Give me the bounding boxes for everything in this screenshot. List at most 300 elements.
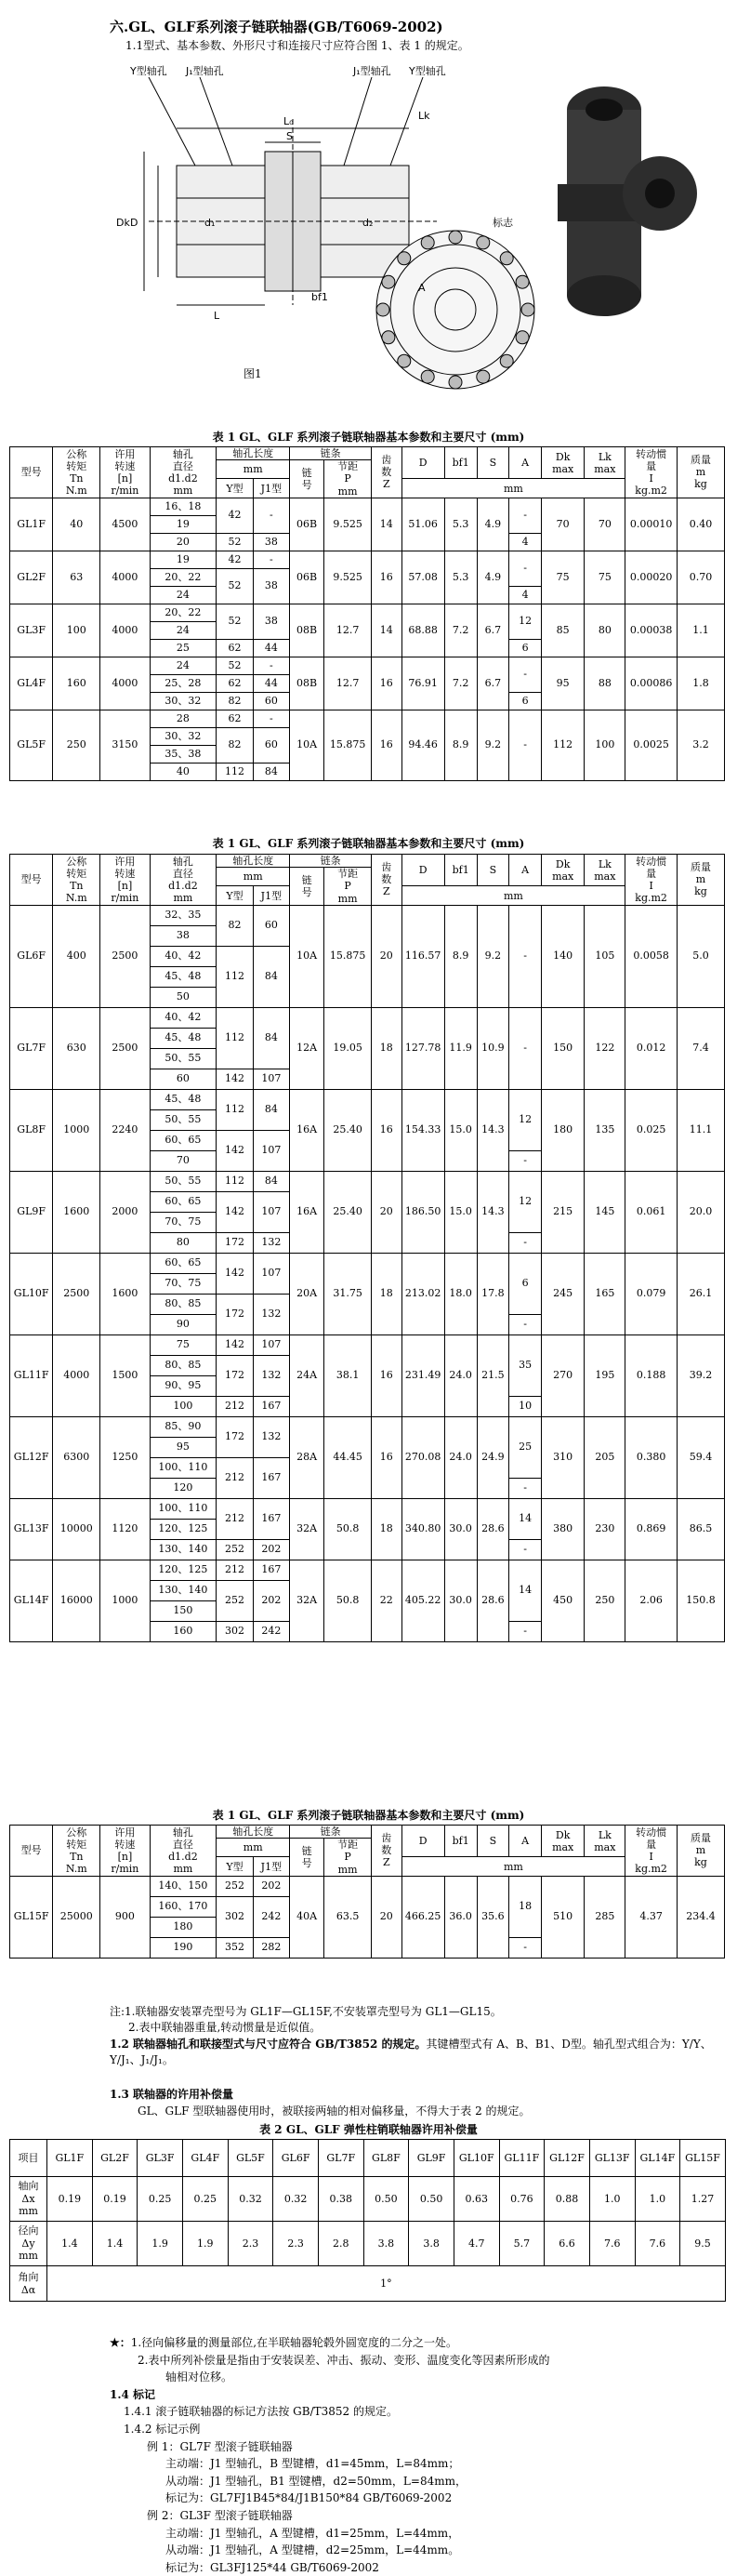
cell-speed: 4000: [100, 551, 150, 604]
cell-D: 213.02: [401, 1253, 444, 1334]
cell-A: -: [509, 710, 542, 780]
chain-roller: [449, 376, 462, 389]
cell-Dk: 112: [542, 710, 585, 780]
th-Dk: Dk max: [542, 1826, 585, 1857]
cell-model: GL7F: [10, 1007, 53, 1089]
th-Dk: Dk max: [542, 855, 585, 886]
th-bf1: bf1: [444, 1826, 477, 1857]
cell-bore: 60、65: [150, 1253, 217, 1273]
cell-j1-length: 132: [253, 1232, 289, 1253]
cell-j1-length: 132: [253, 1294, 289, 1334]
cell-y-length: 142: [217, 1253, 253, 1294]
chain-roller: [398, 252, 411, 265]
cell-bore: 60、65: [150, 1191, 217, 1212]
cell-bore: 130、140: [150, 1580, 217, 1600]
cell-bore: 50: [150, 987, 217, 1007]
th-chain: 链条: [290, 855, 372, 868]
cell-y-length: 172: [217, 1232, 253, 1253]
th-model: 型号: [10, 447, 53, 498]
table2-caption: 表 2 GL、GLF 弹性柱销联轴器许用补偿量: [259, 2123, 478, 2136]
table-row: [10, 604, 725, 621]
cell-y-length: 142: [217, 1130, 253, 1171]
cell-y-length: 142: [217, 1334, 253, 1355]
example-1-b: 从动端：J1 型轴孔，B1 型键槽，d2=50mm，L=84mm，: [165, 2474, 467, 2488]
cell-inertia: 0.079: [625, 1253, 678, 1334]
t2-value: 5.7: [499, 2222, 545, 2266]
cell-y-length: 52: [217, 568, 253, 604]
cell-y-length: 112: [217, 1089, 253, 1130]
cell-model: GL5F: [10, 710, 53, 780]
note-2: 2.表中联轴器重量,转动惯量是近似值。: [128, 2021, 322, 2035]
th-pitch: 节距 P mm: [324, 868, 372, 906]
th-S: S: [477, 1826, 509, 1857]
t2-row-label: 径向 Δy mm: [10, 2222, 47, 2266]
cell-A: 10: [509, 1396, 542, 1416]
t2-value: 7.6: [589, 2222, 635, 2266]
cell-Dk: 70: [542, 498, 585, 551]
label-j1-shaft-1: J₁型轴孔: [186, 65, 224, 77]
label-S: S: [286, 130, 293, 142]
cell-bf1: 5.3: [444, 498, 477, 551]
cell-bore: 30、32: [150, 727, 217, 745]
section-1-4-1: 1.4.1 滚子链联轴器的标记方法按 GB/T3852 的规定。: [124, 2405, 398, 2419]
label-Lk: Lk: [418, 110, 430, 122]
t2-value: 2.3: [273, 2222, 319, 2266]
t2-value: 9.5: [680, 2222, 726, 2266]
cell-teeth: 16: [372, 551, 401, 604]
t2-head: 项目: [10, 2140, 47, 2177]
th-torque: 公称 转矩 Tn N.m: [53, 1826, 100, 1877]
table-row: [10, 2266, 726, 2302]
th-speed: 许用 转速 [n] r/min: [100, 1826, 150, 1877]
cell-y-length: 42: [217, 551, 253, 568]
example-1-c: 标记为：GL7FJ1B45*84/J1B150*84 GB/T6069-2002: [165, 2491, 453, 2505]
cell-speed: 1000: [100, 1560, 150, 1641]
cell-A: -: [509, 498, 542, 533]
cell-j1-length: 107: [253, 1191, 289, 1232]
cell-bore: 19: [150, 515, 217, 533]
cell-j1-length: 60: [253, 905, 289, 946]
cell-teeth: 16: [372, 1089, 401, 1171]
cell-j1-length: 60: [253, 727, 289, 763]
label-D: D: [130, 217, 138, 229]
t2-value: 2.8: [318, 2222, 363, 2266]
cell-torque: 1600: [53, 1171, 100, 1253]
cell-model: GL10F: [10, 1253, 53, 1334]
cell-S: 9.2: [477, 905, 509, 1007]
th-teeth: 齿 数 Z: [372, 855, 401, 906]
cell-bore: 160: [150, 1621, 217, 1641]
cell-A: 12: [509, 1089, 542, 1150]
cell-inertia: 0.188: [625, 1334, 678, 1416]
cell-j1-length: 38: [253, 533, 289, 551]
chain-roller: [421, 370, 434, 383]
cell-D: 231.49: [401, 1334, 444, 1416]
cell-j1-length: -: [253, 551, 289, 568]
cell-y-length: 302: [217, 1621, 253, 1641]
cell-mass: 1.8: [677, 657, 724, 710]
cell-pitch: 50.8: [324, 1560, 372, 1641]
cell-speed: 1120: [100, 1498, 150, 1560]
cell-A: -: [509, 1150, 542, 1171]
th-y: Y型: [217, 1857, 253, 1876]
cell-teeth: 16: [372, 657, 401, 710]
cell-A: -: [509, 1621, 542, 1641]
cell-y-length: 62: [217, 639, 253, 657]
cell-bore: 24: [150, 586, 217, 604]
cell-j1-length: 202: [253, 1580, 289, 1621]
label-d1: d₁: [204, 217, 216, 229]
cell-chain: 32A: [290, 1560, 324, 1641]
table-row: [10, 1171, 725, 1191]
t2-model: GL15F: [680, 2140, 726, 2177]
table-row: [10, 1089, 725, 1109]
cell-speed: 4000: [100, 657, 150, 710]
th-chain-no: 链 号: [290, 460, 324, 498]
cell-chain: 28A: [290, 1416, 324, 1498]
cell-speed: 1250: [100, 1416, 150, 1498]
cell-model: GL11F: [10, 1334, 53, 1416]
cell-A: -: [509, 657, 542, 692]
footer-note-1: 1.径向偏移量的测量部位,在半联轴器轮毂外圆宽度的二分之一处。: [130, 2336, 458, 2349]
t2-value: 0.25: [182, 2177, 228, 2222]
cell-bore: 150: [150, 1600, 217, 1621]
cell-bore: 30、32: [150, 692, 217, 710]
cell-j1-length: 242: [253, 1621, 289, 1641]
th-unit-mm: mm: [401, 1857, 625, 1876]
table1: [9, 446, 725, 781]
cell-A: 6: [509, 639, 542, 657]
cell-S: 10.9: [477, 1007, 509, 1089]
section-1-3-title: 1.3 联轴器的许用补偿量: [110, 2088, 234, 2101]
table1b-caption: 表 1 GL、GLF 系列滚子链联轴器基本参数和主要尺寸 (mm): [212, 837, 525, 850]
cell-bf1: 8.9: [444, 710, 477, 780]
cell-bore: 24: [150, 621, 217, 639]
cell-S: 24.9: [477, 1416, 509, 1498]
cell-y-length: 252: [217, 1876, 253, 1896]
cell-mass: 5.0: [677, 905, 724, 1007]
th-inertia: 转动惯 量 I kg.m2: [625, 855, 678, 906]
cell-bore: 45、48: [150, 966, 217, 987]
cell-model: GL15F: [10, 1876, 53, 1958]
t2-value: 0.19: [92, 2177, 138, 2222]
cell-bf1: 7.2: [444, 657, 477, 710]
th-y: Y型: [217, 479, 253, 498]
cell-teeth: 20: [372, 1876, 401, 1958]
cell-bore: 28: [150, 710, 217, 727]
cell-pitch: 25.40: [324, 1089, 372, 1171]
cell-S: 9.2: [477, 710, 509, 780]
cell-j1-length: -: [253, 657, 289, 674]
cell-y-length: 172: [217, 1355, 253, 1396]
th-j1: J1型: [253, 479, 289, 498]
cell-model: GL2F: [10, 551, 53, 604]
cell-Lk: 135: [585, 1089, 625, 1171]
cell-y-length: 82: [217, 692, 253, 710]
cell-D: 68.88: [401, 604, 444, 657]
chain-roller: [500, 252, 513, 265]
t2-model: GL7F: [318, 2140, 363, 2177]
t2-value: 1.27: [680, 2177, 726, 2222]
cell-Dk: 510: [542, 1876, 585, 1958]
chain-roller: [521, 303, 534, 316]
th-mm: mm: [217, 460, 290, 479]
cell-teeth: 14: [372, 604, 401, 657]
th-bore: 轴孔 直径 d1.d2 mm: [150, 855, 217, 906]
cell-chain: 10A: [290, 710, 324, 780]
cell-bore: 90: [150, 1314, 217, 1334]
t2-model: GL4F: [182, 2140, 228, 2177]
table-row: [10, 2177, 726, 2222]
th-teeth: 齿 数 Z: [372, 1826, 401, 1877]
cell-speed: 4500: [100, 498, 150, 551]
cell-Dk: 245: [542, 1253, 585, 1334]
t2-value: 6.6: [545, 2222, 590, 2266]
cell-Dk: 270: [542, 1334, 585, 1416]
cell-Lk: 285: [585, 1876, 625, 1958]
cell-mass: 0.40: [677, 498, 724, 551]
cell-Lk: 105: [585, 905, 625, 1007]
cell-bf1: 7.2: [444, 604, 477, 657]
cell-Lk: 230: [585, 1498, 625, 1560]
cell-D: 466.25: [401, 1876, 444, 1958]
intro-text: 1.1型式、基本参数、外形尺寸和连接尺寸应符合图 1、表 1 的规定。: [125, 39, 469, 52]
cell-torque: 4000: [53, 1334, 100, 1416]
t2-model: GL12F: [545, 2140, 590, 2177]
cell-inertia: 2.06: [625, 1560, 678, 1641]
cell-mass: 150.8: [677, 1560, 724, 1641]
t2-value: 4.7: [454, 2222, 499, 2266]
t2-value: 1.9: [138, 2222, 183, 2266]
cell-y-length: 172: [217, 1294, 253, 1334]
cell-Lk: 205: [585, 1416, 625, 1498]
cell-j1-length: 84: [253, 1089, 289, 1130]
page-title: 六.GL、GLF系列滚子链联轴器(GB/T6069-2002): [110, 19, 443, 35]
cell-bore: 160、170: [150, 1896, 217, 1917]
cell-A: 12: [509, 1171, 542, 1232]
cell-j1-length: 202: [253, 1876, 289, 1896]
cell-speed: 900: [100, 1876, 150, 1958]
th-j1: J1型: [253, 1857, 289, 1876]
cell-j1-length: 167: [253, 1560, 289, 1580]
cell-bore: 190: [150, 1937, 217, 1958]
cell-bore: 60: [150, 1069, 217, 1089]
cell-j1-length: 107: [253, 1130, 289, 1171]
th-D: D: [401, 855, 444, 886]
cell-y-length: 52: [217, 657, 253, 674]
t2-model: GL2F: [92, 2140, 138, 2177]
cell-A: 4: [509, 586, 542, 604]
table-row: [10, 498, 725, 515]
cell-model: GL6F: [10, 905, 53, 1007]
chain-roller: [516, 275, 529, 288]
cell-j1-length: 107: [253, 1334, 289, 1355]
cell-pitch: 50.8: [324, 1498, 372, 1560]
label-d2: d₂: [362, 217, 374, 229]
cell-bore: 80: [150, 1232, 217, 1253]
t2-model: GL1F: [47, 2140, 93, 2177]
cell-y-length: 212: [217, 1457, 253, 1498]
label-marking: 标志: [493, 217, 513, 229]
footer-star: ★：: [110, 2336, 131, 2349]
cell-Dk: 380: [542, 1498, 585, 1560]
cell-y-length: 252: [217, 1580, 253, 1621]
cell-D: 127.78: [401, 1007, 444, 1089]
t2-value: 1.4: [92, 2222, 138, 2266]
cell-torque: 25000: [53, 1876, 100, 1958]
section-1-4: 1.4 标记: [110, 2387, 156, 2401]
cell-torque: 63: [53, 551, 100, 604]
cell-model: GL14F: [10, 1560, 53, 1641]
table-row: [10, 1876, 725, 1896]
table2: [9, 2139, 726, 2302]
cell-y-length: 62: [217, 710, 253, 727]
th-D: D: [401, 447, 444, 479]
cell-A: 6: [509, 692, 542, 710]
cell-mass: 20.0: [677, 1171, 724, 1253]
t2-value: 0.25: [138, 2177, 183, 2222]
th-y: Y型: [217, 886, 253, 905]
cell-bf1: 18.0: [444, 1253, 477, 1334]
th-chain: 链条: [290, 1826, 372, 1839]
cell-speed: 2240: [100, 1089, 150, 1171]
cell-y-length: 212: [217, 1498, 253, 1539]
th-bore-length: 轴孔长度: [217, 855, 290, 868]
label-Dk: Dk: [116, 217, 130, 229]
cell-D: 76.91: [401, 657, 444, 710]
cell-inertia: 0.0025: [625, 710, 678, 780]
cell-bore: 85、90: [150, 1416, 217, 1437]
example-1-a: 主动端：J1 型轴孔，B 型键槽，d1=45mm，L=84mm；: [165, 2457, 460, 2471]
cell-bf1: 24.0: [444, 1334, 477, 1416]
cell-bore: 40、42: [150, 946, 217, 966]
th-A: A: [509, 447, 542, 479]
cell-model: GL9F: [10, 1171, 53, 1253]
label-y-shaft-1: Y型轴孔: [130, 65, 167, 77]
example-2-a: 主动端：J1 型轴孔，A 型键槽，d1=25mm，L=44mm，: [165, 2526, 460, 2540]
cell-model: GL1F: [10, 498, 53, 551]
cell-A: 25: [509, 1416, 542, 1478]
section-1-3-text: GL、GLF 型联轴器使用时，被联接两轴的相对偏移量，不得大于表 2 的规定。: [138, 2105, 531, 2118]
cell-Lk: 195: [585, 1334, 625, 1416]
cell-torque: 6300: [53, 1416, 100, 1498]
cell-teeth: 18: [372, 1498, 401, 1560]
chain-roller: [421, 236, 434, 249]
cell-chain: 20A: [290, 1253, 324, 1334]
th-model: 型号: [10, 855, 53, 906]
section-1-2-title: 1.2 联轴器轴孔和联接型式与尺寸应符合 GB/T3852 的规定。: [110, 2037, 427, 2051]
label-L0: L₀: [283, 115, 294, 127]
cell-y-length: 112: [217, 1171, 253, 1191]
cell-A: 4: [509, 533, 542, 551]
cell-A: -: [509, 1478, 542, 1498]
figure-caption: 图1: [243, 367, 262, 380]
cell-bf1: 8.9: [444, 905, 477, 1007]
cell-pitch: 12.7: [324, 657, 372, 710]
cell-pitch: 38.1: [324, 1334, 372, 1416]
cell-j1-length: 44: [253, 639, 289, 657]
cell-inertia: 0.00010: [625, 498, 678, 551]
cell-y-length: 82: [217, 905, 253, 946]
cell-model: GL13F: [10, 1498, 53, 1560]
table1c: [9, 1825, 725, 1959]
th-mm: mm: [217, 868, 290, 886]
th-Lk: Lk max: [585, 447, 625, 479]
example-2-c: 标记为：GL3FJ125*44 GB/T6069-2002: [165, 2560, 379, 2574]
th-j1: J1型: [253, 886, 289, 905]
cell-bore: 20、22: [150, 568, 217, 586]
cell-mass: 7.4: [677, 1007, 724, 1089]
t2-model: GL3F: [138, 2140, 183, 2177]
cell-mass: 26.1: [677, 1253, 724, 1334]
cell-bore: 100: [150, 1396, 217, 1416]
cell-speed: 2000: [100, 1171, 150, 1253]
table1-caption: 表 1 GL、GLF 系列滚子链联轴器基本参数和主要尺寸 (mm): [212, 431, 525, 444]
cell-pitch: 9.525: [324, 551, 372, 604]
t2-value: 1.4: [47, 2222, 93, 2266]
cell-j1-length: -: [253, 710, 289, 727]
cell-torque: 100: [53, 604, 100, 657]
cell-y-length: 82: [217, 727, 253, 763]
cell-D: 405.22: [401, 1560, 444, 1641]
t2-row-label: 轴向 Δx mm: [10, 2177, 47, 2222]
cell-teeth: 22: [372, 1560, 401, 1641]
th-Lk: Lk max: [585, 1826, 625, 1857]
cell-torque: 400: [53, 905, 100, 1007]
cell-j1-length: 132: [253, 1416, 289, 1457]
cell-Dk: 310: [542, 1416, 585, 1498]
cell-bf1: 5.3: [444, 551, 477, 604]
cell-j1-length: 282: [253, 1937, 289, 1958]
t2-value: 7.6: [635, 2222, 680, 2266]
cell-teeth: 16: [372, 710, 401, 780]
cell-torque: 160: [53, 657, 100, 710]
cell-chain: 40A: [290, 1876, 324, 1958]
cell-y-length: 352: [217, 1937, 253, 1958]
cell-j1-length: 107: [253, 1253, 289, 1294]
th-torque: 公称 转矩 Tn N.m: [53, 447, 100, 498]
label-j1-shaft-2: J₁型轴孔: [353, 65, 391, 77]
cell-bore: 19: [150, 551, 217, 568]
cell-mass: 39.2: [677, 1334, 724, 1416]
cell-bf1: 15.0: [444, 1089, 477, 1171]
th-chain-no: 链 号: [290, 1839, 324, 1877]
cell-pitch: 44.45: [324, 1416, 372, 1498]
cell-inertia: 0.380: [625, 1416, 678, 1498]
cell-bore: 45、48: [150, 1089, 217, 1109]
cell-S: 4.9: [477, 498, 509, 551]
note-1: 注:1.联轴器安装罩壳型号为 GL1F—GL15F,不安装罩壳型号为 GL1—GL15。: [110, 2005, 502, 2018]
cell-S: 4.9: [477, 551, 509, 604]
cell-bf1: 15.0: [444, 1171, 477, 1253]
cell-bore: 20、22: [150, 604, 217, 621]
cell-j1-length: -: [253, 498, 289, 533]
cell-y-length: 252: [217, 1539, 253, 1560]
cell-torque: 2500: [53, 1253, 100, 1334]
chain-roller: [382, 331, 395, 344]
th-Dk: Dk max: [542, 447, 585, 479]
cell-inertia: 0.025: [625, 1089, 678, 1171]
t2-value: 3.8: [363, 2222, 409, 2266]
th-chain-no: 链 号: [290, 868, 324, 906]
cell-j1-length: 60: [253, 692, 289, 710]
th-Lk: Lk max: [585, 855, 625, 886]
cell-Dk: 215: [542, 1171, 585, 1253]
th-inertia: 转动惯 量 I kg.m2: [625, 447, 678, 498]
cell-A: 12: [509, 604, 542, 639]
table-row: [10, 905, 725, 925]
cell-bore: 45、48: [150, 1028, 217, 1048]
